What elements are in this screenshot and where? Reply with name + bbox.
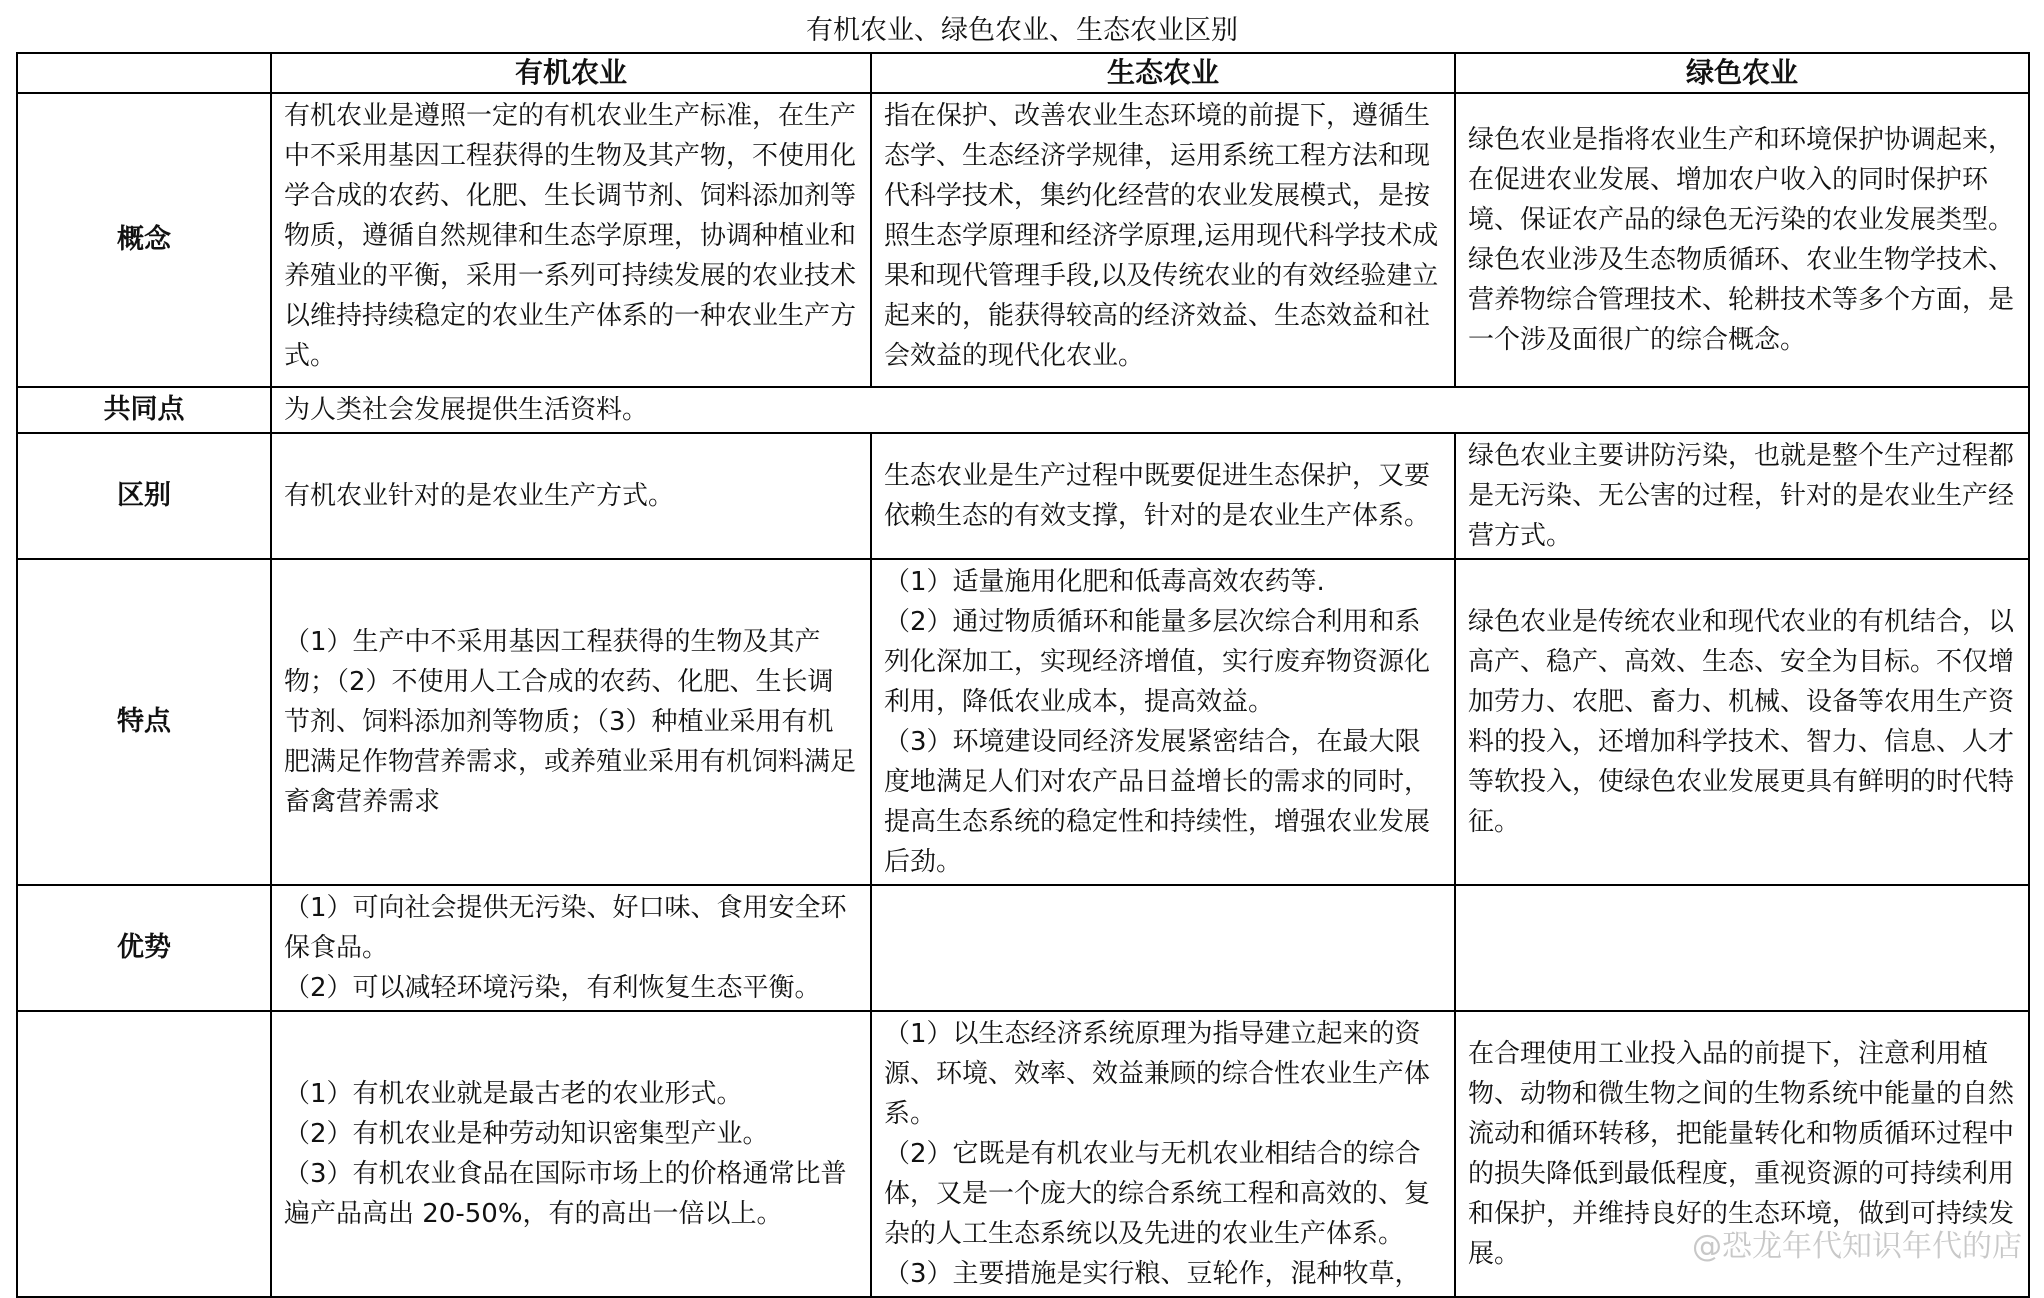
- features-eco-item: （3）环境建设同经济发展紧密结合，在最大限度地满足人们对农产品日益增长的需求的同时，提高生态系统的稳定性和持续性，增强农业发展后劲。: [884, 727, 1431, 877]
- table-row-features: [17, 559, 2029, 885]
- row-label-difference: 区别: [17, 433, 271, 559]
- other-eco-item: （2）它既是有机农业与无机农业相结合的综合体，又是一个庞大的综合系统工程和高效的、复杂的人工生态系统以及先进的农业生产体系。: [884, 1139, 1431, 1249]
- other-eco-item: （3）主要措施是实行粮、豆轮作，混种牧草，: [884, 1259, 1421, 1289]
- advantages-organic-item: （1）可向社会提供无污染、好口味、食用安全环保食品。: [284, 893, 847, 963]
- other-green-cell: 在合理使用工业投入品的前提下，注意利用植物、动物和微生物之间的生物系统中能量的自然流动和循环转移，把能量转化和物质循环过程中的损失降低到最低程度，重视资源的可持续利用和保护，并维持良好的生态环境，做到可持续发展。: [1455, 1011, 2029, 1297]
- features-green-cell: 绿色农业是传统农业和现代农业的有机结合，以高产、稳产、高效、生态、安全为目标。不仅增加劳力、农肥、畜力、机械、设备等农用生产资料的投入，还增加科学技术、智力、信息、人才等软投入，使绿色农业发展更具有鲜明的时代特征。: [1455, 559, 2029, 885]
- table-row-advantages: [17, 885, 2029, 1011]
- other-organic-item: （1）有机农业就是最古老的农业形式。: [284, 1079, 743, 1109]
- table-row-difference: [17, 433, 2029, 559]
- features-organic-cell: （1）生产中不采用基因工程获得的生物及其产物；（2）不使用人工合成的农药、化肥、生长调节剂、饲料添加剂等物质；（3）种植业采用有机肥满足作物营养需求，或养殖业采用有机饲料满足畜禽营养需求: [271, 559, 871, 885]
- comparison-table: [16, 52, 2030, 1298]
- header-eco: 生态农业: [871, 53, 1455, 93]
- concept-green-cell: 绿色农业是指将农业生产和环境保护协调起来，在促进农业发展、增加农户收入的同时保护环境、保证农产品的绿色无污染的农业发展类型。绿色农业涉及生态物质循环、农业生物学技术、营养物综合管理技术、轮耕技术等多个方面，是一个涉及面很广的综合概念。: [1455, 93, 2029, 387]
- watermark-text: @恐龙年代知识年代的店: [1692, 1229, 2022, 1264]
- table-row-common: [17, 387, 2029, 433]
- concept-organic-cell: 有机农业是遵照一定的有机农业生产标准，在生产中不采用基因工程获得的生物及其产物，不使用化学合成的农药、化肥、生长调节剂、饲料添加剂等物质，遵循自然规律和生态学原理，协调种植业和养殖业的平衡，采用一系列可持续发展的农业技术以维持持续稳定的农业生产体系的一种农业生产方式。: [271, 93, 871, 387]
- difference-eco-cell: 生态农业是生产过程中既要促进生态保护，又要依赖生态的有效支撑，针对的是农业生产体系。: [871, 433, 1455, 559]
- advantages-eco-cell: [871, 885, 1455, 1011]
- other-organic-item: （2）有机农业是种劳动知识密集型产业。: [284, 1119, 769, 1149]
- other-organic-cell: [271, 1011, 871, 1297]
- row-label-advantages: 优势: [17, 885, 271, 1011]
- header-green: 绿色农业: [1455, 53, 2029, 93]
- header-organic: 有机农业: [271, 53, 871, 93]
- row-label-features: 特点: [17, 559, 271, 885]
- difference-organic-cell: 有机农业针对的是农业生产方式。: [271, 433, 871, 559]
- row-label-other: [17, 1011, 271, 1297]
- other-organic-item: （3）有机农业食品在国际市场上的价格通常比普遍产品高出 20-50%，有的高出一倍以上。: [284, 1159, 847, 1229]
- table-row-concept: [17, 93, 2029, 387]
- features-eco-item: （2）通过物质循环和能量多层次综合利用和系列化深加工，实现经济增值，实行废弃物资源化利用，降低农业成本，提高效益。: [884, 607, 1431, 717]
- other-eco-cell: [871, 1011, 1455, 1297]
- row-label-concept: 概念: [17, 93, 271, 387]
- features-eco-cell: [871, 559, 1455, 885]
- advantages-organic-item: （2）可以减轻环境污染，有利恢复生态平衡。: [284, 973, 821, 1003]
- advantages-green-cell: [1455, 885, 2029, 1011]
- common-cell: 为人类社会发展提供生活资料。: [271, 387, 2029, 433]
- other-eco-item: （1）以生态经济系统原理为指导建立起来的资源、环境、效率、效益兼顾的综合性农业生产体系。: [884, 1019, 1431, 1129]
- features-eco-item: （1）适量施用化肥和低毒高效农药等.: [884, 567, 1325, 597]
- advantages-organic-cell: [271, 885, 871, 1011]
- header-cell-empty: [17, 53, 271, 93]
- header-row: [17, 53, 2029, 93]
- document-title: 有机农业、绿色农业、生态农业区别: [806, 15, 1238, 46]
- row-label-common: 共同点: [17, 387, 271, 433]
- difference-green-cell: 绿色农业主要讲防污染，也就是整个生产过程都是无污染、无公害的过程，针对的是农业生产经营方式。: [1455, 433, 2029, 559]
- concept-eco-cell: 指在保护、改善农业生态环境的前提下，遵循生态学、生态经济学规律，运用系统工程方法和现代科学技术，集约化经营的农业发展模式，是按照生态学原理和经济学原理,运用现代科学技术成果和现代管理手段,以及传统农业的有效经验建立起来的，能获得较高的经济效益、生态效益和社会效益的现代化农业。: [871, 93, 1455, 387]
